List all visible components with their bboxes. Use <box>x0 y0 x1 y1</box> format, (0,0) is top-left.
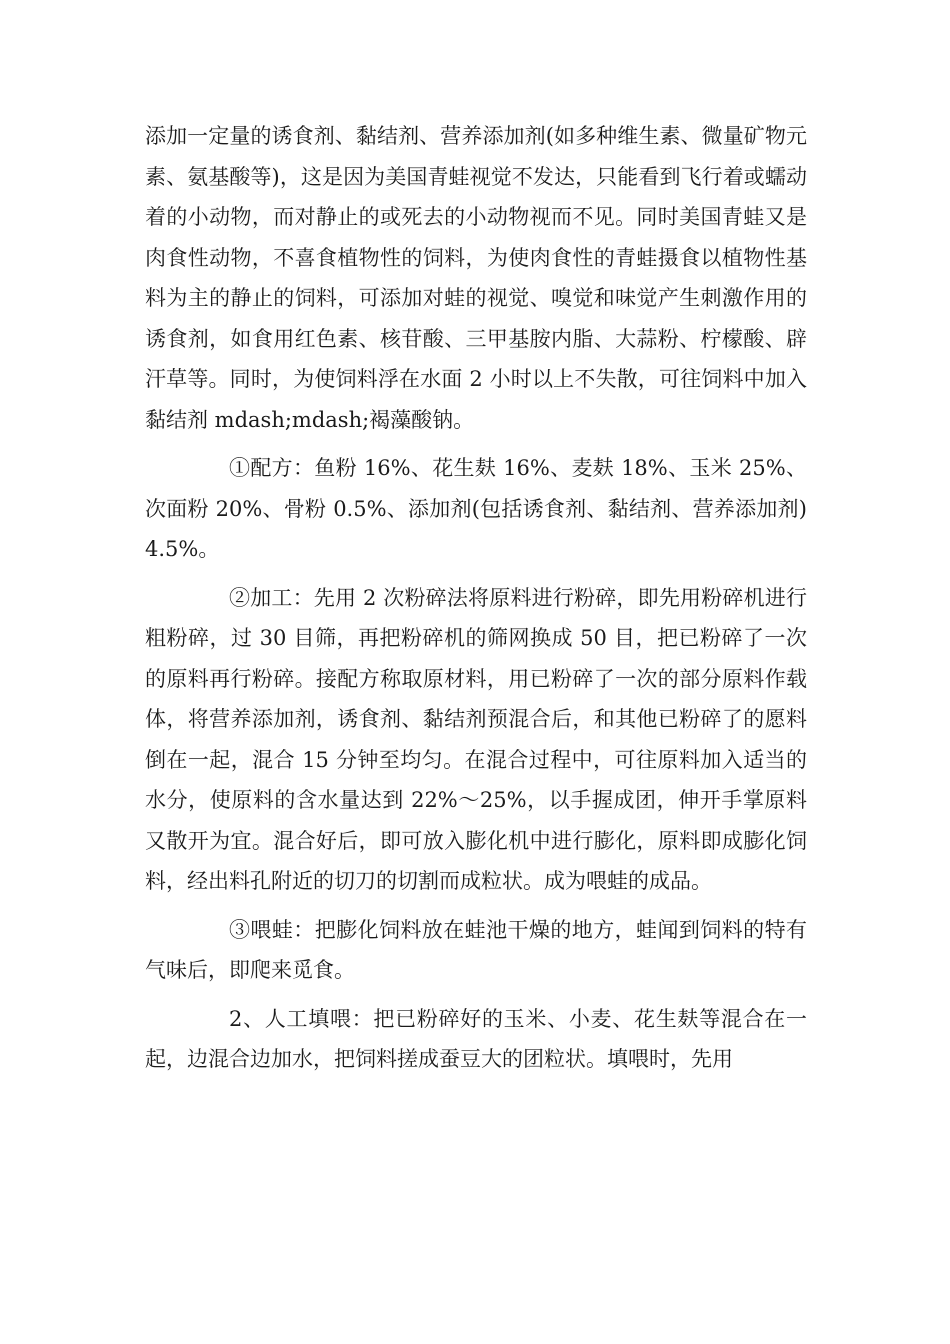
paragraph-formula: ①配方：鱼粉 16%、花生麸 16%、麦麸 18%、玉米 25%、次面粉 20%、骨粉 0.5%、添加剂(包括诱食剂、黏结剂、营养添加剂)4.5%。 <box>145 456 807 561</box>
paragraph-feeding: ③喂蛙：把膨化饲料放在蛙池干燥的地方，蛙闻到饲料的特有气味后，即爬来觅食。 <box>145 917 807 982</box>
document-body <box>145 116 807 1088</box>
paragraph-manual-feeding: 2、人工填喂：把已粉碎好的玉米、小麦、花生麸等混合在一起，边混合边加水，把饲料搓成蚕豆大的团粒状。填喂时，先用 <box>145 1006 807 1071</box>
paragraph-feed-additives: 添加一定量的诱食剂、黏结剂、营养添加剂(如多种维生素、微量矿物元素、氨基酸等)，这是因为美国青蛙视觉不发达，只能看到飞行着或蠕动着的小动物，而对静止的或死去的小动物视而不见。同时美国青蛙又是肉食性动物，不喜食植物性的饲料，为使肉食性的青蛙摄食以植物性基料为主的静止的饲料，可添加对蛙的视觉、嗅觉和味觉产生刺激作用的诱食剂，如食用红色素、核苷酸、三甲基胺内脂、大蒜粉、柠檬酸、辟汗草等。同时，为使饲料浮在水面 2 小时以上不失散，可往饲料中加入黏结剂 mdash;mdash;褐藻酸钠。 <box>145 124 807 432</box>
paragraph-processing: ②加工：先用 2 次粉碎法将原料进行粉碎，即先用粉碎机进行粗粉碎，过 30 目筛，再把粉碎机的筛网换成 50 目，把已粉碎了一次的原料再行粉碎。接配方称取原材料，用已粉碎了一次的部分原料作载体，将营养添加剂，诱食剂、黏结剂预混合后，和其他已粉碎了的愿料倒在一起，混合 15 分钟至均匀。在混合过程中，可往原料加入适当的水分，使原料的含水量达到 22%～25%，以手握成团，伸开手掌原料又散开为宜。混合好后，即可放入膨化机中进行膨化，原料即成膨化饲料，经出料孔附近的切刀的切割而成粒状。成为喂蛙的成品。 <box>145 585 807 893</box>
